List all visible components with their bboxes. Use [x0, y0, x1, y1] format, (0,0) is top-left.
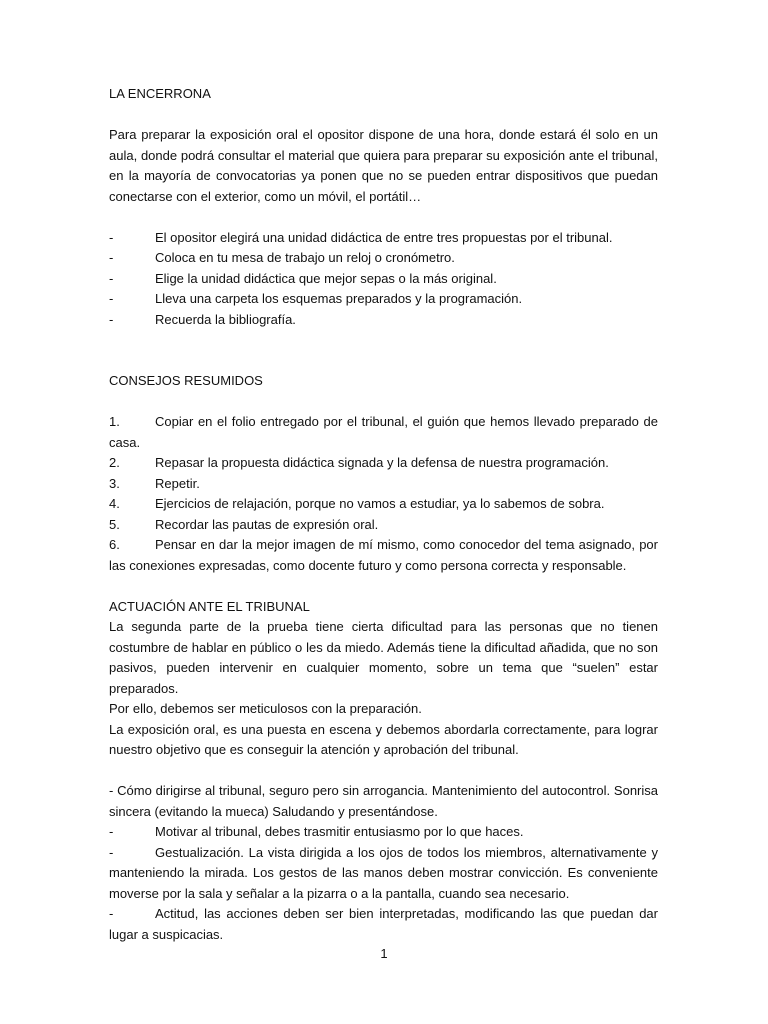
section-title-la-encerrona: LA ENCERRONA [109, 86, 211, 101]
number-mark: 5. [109, 516, 120, 532]
section-title-actuacion: ACTUACIÓN ANTE EL TRIBUNAL [109, 598, 310, 614]
list-item-text: Repasar la propuesta didáctica signada y la defensa de nuestra programación. [155, 455, 609, 470]
list-item-text: Gestualización. La vista dirigida a los ojos de todos los miembros, alternativamente y manteniendo la mirada. Los gestos de las manos deben mostrar convicción. Es conveniente moverse por la sala y señalar a la pizarra o a la pantalla, cuando sea necesario. [109, 844, 658, 901]
list-item-text: Recordar las pautas de expresión oral. [155, 516, 379, 532]
list-item [109, 494, 658, 515]
list-item [109, 904, 658, 945]
bullet-mark: - [109, 906, 114, 921]
list-item-text: Ejercicios de relajación, porque no vamos a estudiar, ya lo sabemos de sobra. [155, 496, 605, 511]
bullet-mark: - [109, 844, 114, 860]
bullet-list-actuacion [109, 822, 658, 945]
list-item [109, 310, 658, 331]
bullet-mark: - [109, 824, 114, 839]
list-item [109, 453, 658, 474]
list-item [109, 228, 658, 249]
list-item [109, 535, 658, 576]
paragraph-lead: - Cómo dirigirse al tribunal, seguro pero sin arrogancia. Mantenimiento del autocontrol. Sonrisa sincera (evitando la mueca) Saludando y presentándose. [109, 783, 658, 819]
bullet-mark: - [109, 311, 114, 327]
list-item-text: Elige la unidad didáctica que mejor sepas o la más original. [155, 270, 497, 286]
numbered-list-consejos [109, 412, 658, 576]
list-item-text: Copiar en el folio entregado por el tribunal, el guión que hemos llevado preparado de casa. [109, 414, 658, 450]
list-item-text: El opositor elegirá una unidad didáctica de entre tres propuestas por el tribunal. [155, 229, 613, 245]
list-item [109, 269, 658, 290]
bullet-mark: - [109, 270, 114, 286]
list-item [109, 515, 658, 536]
list-item [109, 474, 658, 495]
document-body [109, 84, 658, 945]
number-mark: 6. [109, 537, 120, 552]
paragraph-intro: Para preparar la exposición oral el opositor dispone de una hora, donde estará él solo en un aula, donde podrá consultar el material que quiera para preparar su exposición ante el tribunal, en la mayoría de convocatorias ya ponen que no se pueden entrar dispositivos que puedan conectarse con el exterior, como un móvil, el portátil… [109, 127, 658, 204]
number-mark: 4. [109, 496, 120, 511]
list-item [109, 289, 658, 310]
list-item-text: Repetir. [155, 475, 200, 491]
number-mark: 2. [109, 455, 120, 470]
page-number: 1 [380, 946, 388, 961]
number-mark: 3. [109, 475, 120, 491]
list-item-text: Coloca en tu mesa de trabajo un reloj o cronómetro. [155, 250, 455, 265]
paragraph: Por ello, debemos ser meticulosos con la preparación. [109, 701, 422, 716]
list-item-text: Pensar en dar la mejor imagen de mí mismo, como conocedor del tema asignado, por las conexiones expresadas, como docente futuro y como persona correcta y responsable. [109, 537, 658, 573]
list-item-text: Recuerda la bibliografía. [155, 311, 296, 327]
bullet-mark: - [109, 250, 114, 265]
paragraph: La segunda parte de la prueba tiene cierta dificultad para las personas que no tienen costumbre de hablar en público o les da miedo. Además tiene la dificultad añadida, que no son pasivos, pueden intervenir en cualquier momento, sobre un tema que “suelen” estar preparados. [109, 619, 658, 696]
list-item [109, 412, 658, 453]
number-mark: 1. [109, 414, 120, 429]
list-item [109, 843, 658, 905]
list-item-text: Lleva una carpeta los esquemas preparados y la programación. [155, 291, 523, 306]
bullet-mark: - [109, 229, 114, 245]
list-item [109, 248, 658, 269]
bullet-mark: - [109, 291, 114, 306]
list-item-text: Motivar al tribunal, debes trasmitir entusiasmo por lo que haces. [155, 824, 524, 839]
list-item [109, 822, 658, 843]
list-item-text: Actitud, las acciones deben ser bien interpretadas, modificando las que puedan dar lugar a suspicacias. [109, 906, 658, 942]
section-title-consejos-resumidos: CONSEJOS RESUMIDOS [109, 373, 263, 388]
bullet-list-encerrona [109, 228, 658, 331]
paragraph: La exposición oral, es una puesta en escena y debemos abordarla correctamente, para lograr nuestro objetivo que es conseguir la atención y aprobación del tribunal. [109, 721, 658, 757]
